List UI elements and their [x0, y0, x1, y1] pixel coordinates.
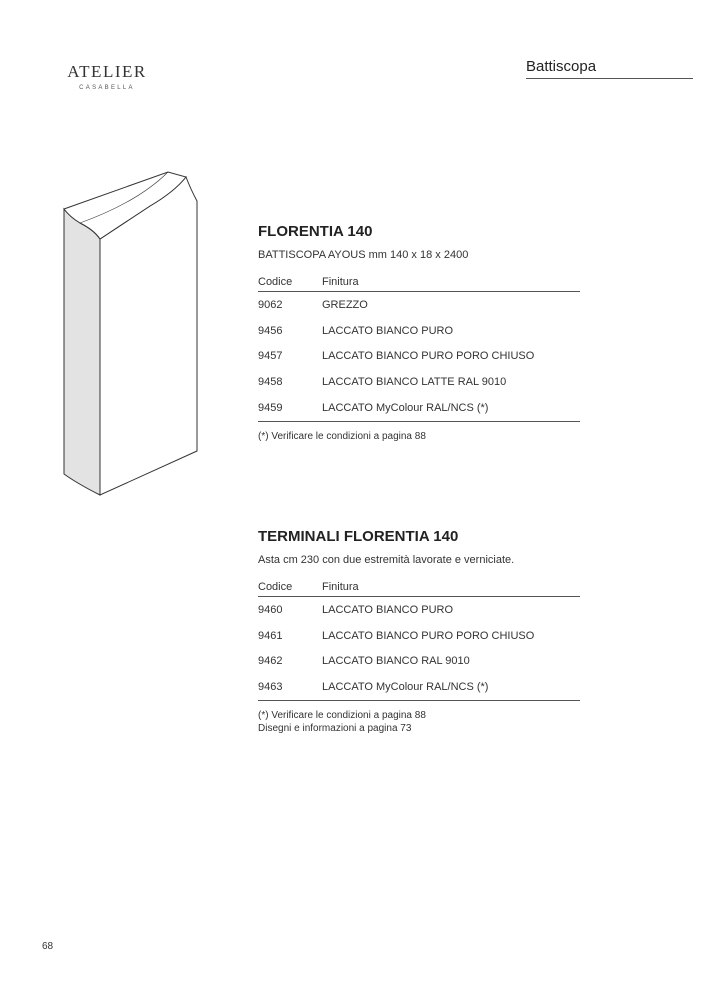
column-header-codice: Codice	[258, 581, 322, 597]
cell-finish: LACCATO BIANCO LATTE RAL 9010	[322, 376, 507, 389]
column-header-codice: Codice	[258, 276, 322, 292]
footnote-line: (*) Verificare le condizioni a pagina 88	[258, 430, 426, 442]
cell-code: 9459	[258, 395, 322, 421]
cell-finish: LACCATO BIANCO PURO	[322, 324, 454, 337]
product-subtitle: Asta cm 230 con due estremità lavorate e verniciate.	[258, 554, 515, 566]
table-header-row	[258, 276, 580, 292]
footnote	[258, 430, 580, 443]
table-row	[258, 395, 580, 421]
cell-finish: LACCATO BIANCO RAL 9010	[322, 655, 470, 668]
table-row	[258, 292, 580, 318]
cell-code: 9460	[258, 603, 283, 616]
column-header-finitura: Finitura	[322, 581, 580, 597]
brand-subname: CASABELLA	[79, 85, 135, 91]
table-row	[258, 649, 580, 675]
section-title: Battiscopa	[526, 58, 693, 79]
table-row	[258, 369, 580, 395]
brand-logo	[64, 62, 150, 91]
product-title: FLORENTIA 140	[258, 223, 373, 240]
cell-code: 9463	[258, 674, 322, 700]
product-title: TERMINALI FLORENTIA 140	[258, 528, 459, 545]
footnote	[258, 709, 580, 735]
finish-table	[258, 276, 580, 422]
cell-finish: LACCATO BIANCO PURO PORO CHIUSO	[322, 350, 535, 363]
baseboard-profile-illustration	[58, 168, 208, 503]
cell-code: 9461	[258, 629, 283, 642]
footnote-line: (*) Verificare le condizioni a pagina 88	[258, 710, 426, 722]
table-header-row	[258, 581, 580, 597]
cell-finish: GREZZO	[322, 298, 368, 311]
column-header-finitura: Finitura	[322, 276, 580, 292]
table-row	[258, 318, 580, 344]
finish-table	[258, 581, 580, 701]
product-terminali-florentia-140	[258, 528, 580, 735]
product-florentia-140	[258, 223, 580, 443]
table-row	[258, 344, 580, 370]
cell-code: 9457	[258, 350, 283, 363]
brand-name: ATELIER	[67, 62, 147, 81]
cell-code: 9458	[258, 376, 283, 389]
product-subtitle: BATTISCOPA AYOUS mm 140 x 18 x 2400	[258, 249, 469, 261]
table-row	[258, 674, 580, 700]
footnote-line: Disegni e informazioni a pagina 73	[258, 723, 412, 735]
cell-finish: LACCATO MyColour RAL/NCS (*)	[322, 674, 580, 700]
cell-code: 9062	[258, 298, 283, 311]
cell-code: 9462	[258, 655, 283, 668]
table-row	[258, 623, 580, 649]
cell-finish: LACCATO BIANCO PURO PORO CHIUSO	[322, 629, 535, 642]
cell-finish: LACCATO BIANCO PURO	[322, 603, 454, 616]
page-number: 68	[42, 941, 54, 952]
cell-finish: LACCATO MyColour RAL/NCS (*)	[322, 395, 580, 421]
table-row	[258, 597, 580, 623]
cell-code: 9456	[258, 324, 283, 337]
